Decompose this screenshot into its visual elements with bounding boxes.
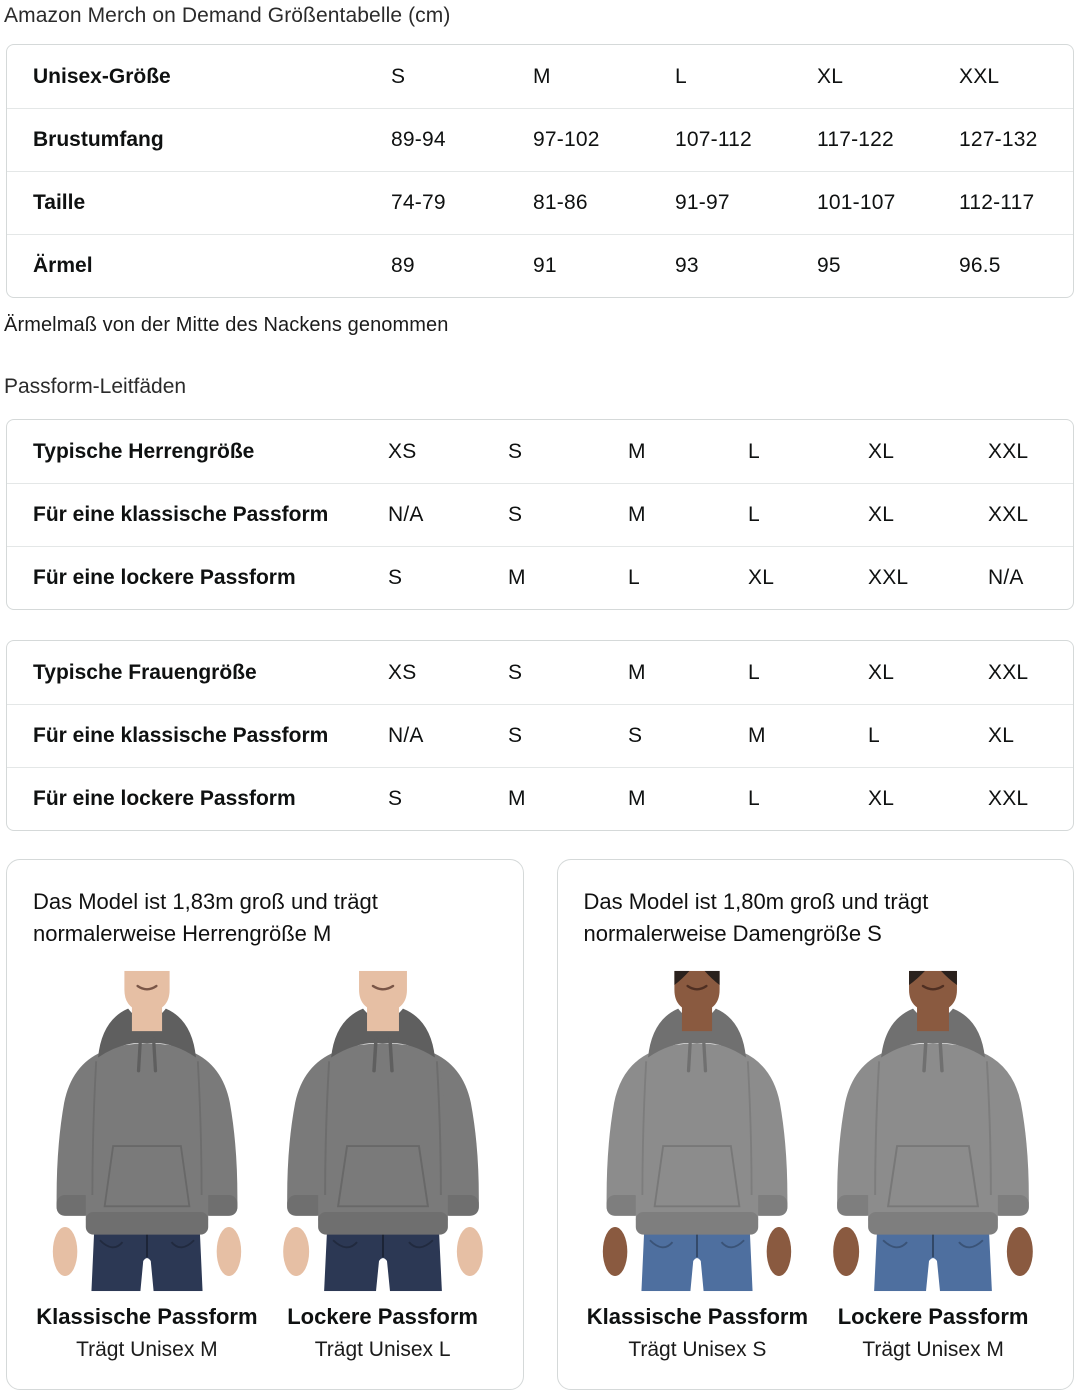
row-label: Typische Frauengröße	[33, 660, 257, 684]
table-row	[7, 767, 1073, 830]
table-cell: XL	[988, 724, 1015, 747]
table-cell: 112-117	[959, 191, 1035, 214]
fit-caption: Lockere Passform	[837, 1303, 1029, 1329]
table-cell: L	[748, 787, 760, 810]
table-cell: XL	[868, 503, 895, 526]
table-cell: N/A	[388, 724, 424, 747]
table-cell: 91-97	[675, 191, 730, 214]
col-header: L	[748, 660, 760, 684]
table-row	[7, 171, 1073, 234]
col-header: M	[628, 660, 646, 684]
table-cell: 101-107	[817, 191, 896, 214]
womens-model-card	[557, 859, 1075, 1390]
table-cell: S	[508, 724, 523, 747]
col-header: XXL	[959, 64, 1000, 88]
fit-guides-title: Passform-Leitfäden	[4, 375, 187, 398]
model-description: Das Model ist 1,83m groß und trägt normalerweise Herrengröße M	[33, 889, 378, 946]
table-cell: N/A	[988, 566, 1024, 589]
fit-caption: Lockere Passform	[287, 1303, 478, 1329]
table-cell: S	[628, 724, 643, 747]
table-cell: L	[868, 724, 880, 747]
col-header: XXL	[988, 660, 1029, 684]
model-cards	[6, 859, 1074, 1390]
table-cell: S	[388, 787, 403, 810]
table-cell: XXL	[868, 566, 909, 589]
models-row	[580, 964, 1052, 1362]
col-header: XL	[868, 439, 895, 463]
row-label: Ärmel	[33, 254, 93, 277]
table-cell: M	[508, 566, 526, 589]
col-header: S	[508, 660, 523, 684]
row-label: Für eine lockere Passform	[33, 566, 296, 589]
table-cell: M	[628, 787, 646, 810]
table-row	[7, 704, 1073, 767]
table-cell: XXL	[988, 787, 1029, 810]
table-cell: XL	[868, 787, 895, 810]
table-cell: N/A	[388, 503, 424, 526]
table-cell: XL	[748, 566, 775, 589]
table-cell: 74-79	[391, 191, 446, 214]
table-cell: 89-94	[391, 128, 446, 151]
table-cell: 107-112	[675, 128, 752, 151]
table-cell: L	[748, 503, 760, 526]
loose-fit-column	[815, 964, 1051, 1362]
row-label: Unisex-Größe	[33, 64, 171, 88]
table-row	[7, 234, 1073, 297]
col-header: XL	[817, 64, 844, 88]
model-description: Das Model ist 1,80m groß und trägt normalerweise Damengröße S	[583, 889, 929, 946]
fit-caption: Klassische Passform	[586, 1303, 809, 1329]
col-header: XXL	[988, 439, 1029, 463]
wears-caption: Trägt Unisex L	[314, 1337, 451, 1361]
table-cell: M	[748, 724, 766, 747]
table-cell: 89	[391, 254, 415, 277]
table-row	[7, 483, 1073, 546]
page-title: Amazon Merch on Demand Größentabelle (cm)	[4, 4, 451, 27]
table-header-row	[7, 45, 1073, 108]
table-cell: 117-122	[817, 128, 894, 151]
table-cell: M	[628, 503, 646, 526]
row-label: Taille	[33, 191, 86, 214]
table-cell: S	[388, 566, 403, 589]
table-cell: 97-102	[533, 128, 600, 151]
col-header: M	[628, 439, 646, 463]
womens-fit-table	[6, 640, 1074, 831]
col-header: S	[391, 64, 406, 88]
table-cell: 95	[817, 254, 841, 277]
table-header-row	[7, 420, 1073, 483]
table-cell: 127-132	[959, 128, 1038, 151]
table-cell: M	[508, 787, 526, 810]
table-row	[7, 108, 1073, 171]
table-cell: 91	[533, 254, 557, 277]
col-header: L	[748, 439, 760, 463]
table-header-row	[7, 641, 1073, 704]
wears-caption: Trägt Unisex M	[862, 1337, 1004, 1361]
wears-caption: Trägt Unisex M	[76, 1337, 218, 1361]
row-label: Typische Herrengröße	[33, 439, 255, 463]
models-row	[29, 964, 501, 1362]
col-header: XS	[388, 660, 417, 684]
table-cell: XXL	[988, 503, 1029, 526]
loose-fit-column	[265, 964, 501, 1362]
col-header: M	[533, 64, 551, 88]
wears-caption: Trägt Unisex S	[628, 1337, 767, 1361]
male-model-loose-fit-photo	[263, 968, 503, 1294]
row-label: Brustumfang	[33, 128, 164, 151]
col-header: L	[675, 64, 687, 88]
unisex-size-table	[6, 44, 1074, 298]
fit-caption: Klassische Passform	[36, 1303, 258, 1329]
row-label: Für eine lockere Passform	[33, 787, 296, 810]
col-header: XS	[388, 439, 417, 463]
row-label: Für eine klassische Passform	[33, 503, 329, 526]
mens-fit-table	[6, 419, 1074, 610]
col-header: S	[508, 439, 523, 463]
table-cell: L	[628, 566, 640, 589]
table-cell: S	[508, 503, 523, 526]
classic-fit-column	[29, 964, 265, 1362]
classic-fit-column	[580, 964, 816, 1362]
female-model-classic-fit-photo	[584, 968, 810, 1294]
col-header: XL	[868, 660, 895, 684]
sleeve-measure-note: Ärmelmaß von der Mitte des Nackens genommen	[4, 314, 449, 336]
mens-model-card	[6, 859, 524, 1390]
male-model-classic-fit-photo	[34, 968, 260, 1294]
table-cell: 96.5	[959, 254, 1001, 277]
table-row	[7, 546, 1073, 609]
table-cell: 81-86	[533, 191, 588, 214]
row-label: Für eine klassische Passform	[33, 724, 329, 747]
table-cell: 93	[675, 254, 699, 277]
female-model-loose-fit-photo	[813, 968, 1053, 1294]
